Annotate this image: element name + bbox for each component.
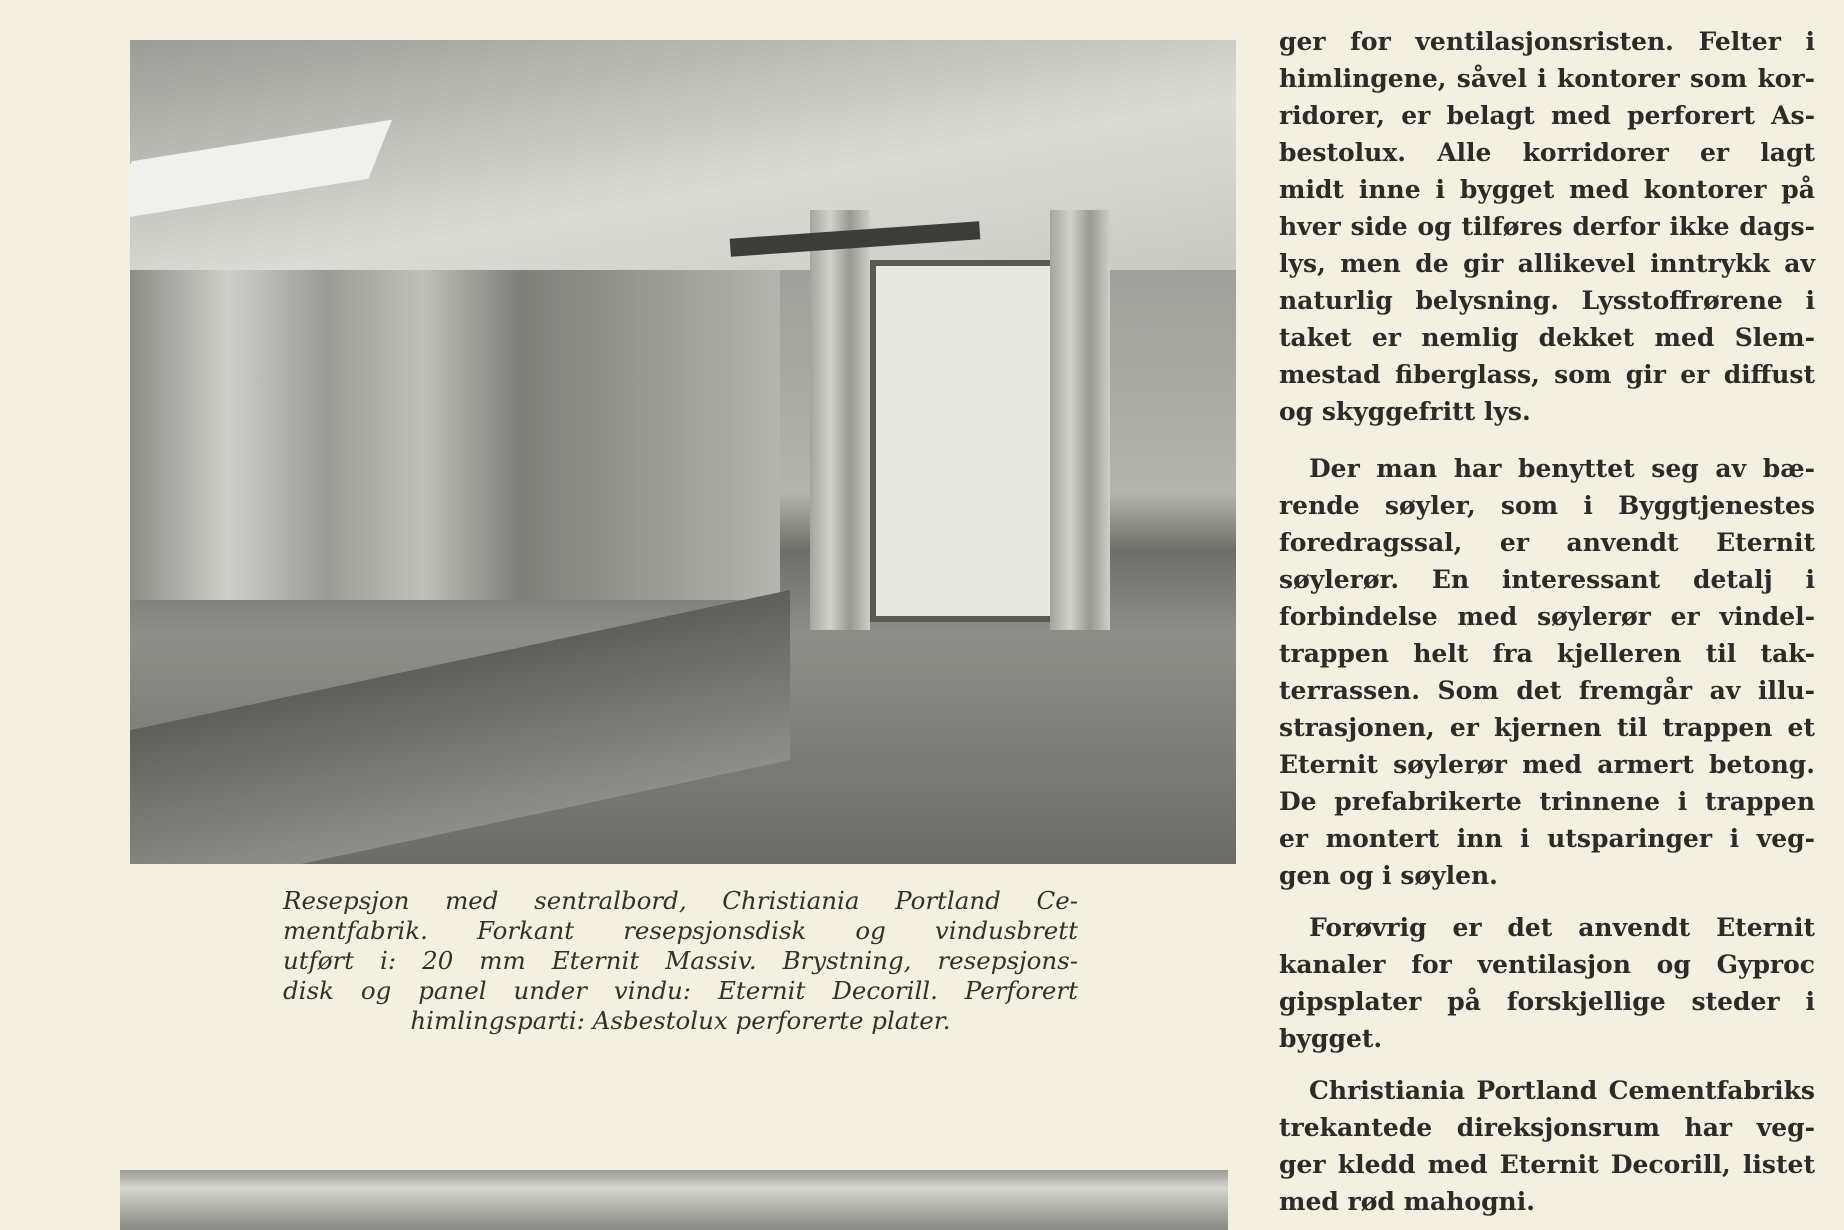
text-line: ridorer, er belagt med perforert As- — [1279, 101, 1815, 130]
text-line: strasjonen, er kjernen til trappen et — [1279, 713, 1815, 742]
text-line: rende søyler, som i Byggtjenestes — [1279, 491, 1815, 520]
reception-photo — [130, 40, 1236, 864]
text-line: naturlig belysning. Lysstoffrørene i — [1279, 286, 1815, 315]
text-line: er montert inn i utsparinger i veg- — [1279, 824, 1815, 853]
text-line: gipsplater på forskjellige steder i — [1279, 987, 1815, 1016]
paragraph-columns — [1279, 450, 1815, 894]
photo-caption — [283, 886, 1078, 1036]
photo-glass-wall — [130, 270, 780, 600]
photo-curtain — [1050, 210, 1110, 630]
caption-line: himlingsparti: Asbestolux perforerte plater. — [410, 1006, 951, 1035]
paragraph-ventilation — [1279, 909, 1815, 1057]
text-line: forbindelse med søylerør er vindel- — [1279, 602, 1815, 631]
caption-line: Resepsjon med sentralbord, Christiania Portland Ce- — [283, 886, 1078, 915]
text-line: Eternit søylerør med armert betong. — [1279, 750, 1815, 779]
text-line: ger for ventilasjonsristen. Felter i — [1279, 27, 1815, 56]
text-line: bestolux. Alle korridorer er lagt — [1279, 138, 1815, 167]
text-line: Christiania Portland Cementfabriks — [1309, 1076, 1815, 1105]
text-line: foredragssal, er anvendt Eternit — [1279, 528, 1815, 557]
text-line: trappen helt fra kjelleren til tak- — [1279, 639, 1815, 668]
text-line: taket er nemlig dekket med Slem- — [1279, 323, 1815, 352]
text-line: terrassen. Som det fremgår av illu- — [1279, 676, 1815, 705]
text-line: lys, men de gir allikevel inntrykk av — [1279, 249, 1815, 278]
paragraph-ceilings — [1279, 23, 1815, 430]
paragraph-director-room — [1279, 1072, 1815, 1220]
text-line: gen og i søylen. — [1279, 861, 1498, 890]
text-line: mestad fiberglass, som gir er diffust — [1279, 360, 1815, 389]
caption-line: utført i: 20 mm Eternit Massiv. Brystning, resepsjons- — [283, 946, 1078, 975]
text-line: ger kledd med Eternit Decorill, listet — [1279, 1150, 1815, 1179]
caption-line: disk og panel under vindu: Eternit Decorill. Perforert — [283, 976, 1078, 1005]
text-line: søylerør. En interessant detalj i — [1279, 565, 1815, 594]
photo-curtain — [810, 210, 870, 630]
text-line: Der man har benyttet seg av bæ- — [1309, 454, 1815, 483]
text-line: Forøvrig er det anvendt Eternit — [1309, 913, 1815, 942]
text-line: trekantede direksjonsrum har veg- — [1279, 1113, 1815, 1142]
text-line: bygget. — [1279, 1024, 1383, 1053]
text-line: himlingene, såvel i kontorer som kor- — [1279, 64, 1815, 93]
caption-line: mentfabrik. Forkant resepsjonsdisk og vindusbrett — [283, 916, 1078, 945]
text-line: midt inne i bygget med kontorer på — [1279, 175, 1815, 204]
second-photo — [120, 1170, 1228, 1230]
text-line: med rød mahogni. — [1279, 1187, 1535, 1216]
text-line: De prefabrikerte trinnene i trappen — [1279, 787, 1815, 816]
text-line: og skyggefritt lys. — [1279, 397, 1531, 426]
text-line: hver side og tilføres derfor ikke dags- — [1279, 212, 1815, 241]
text-line: kanaler for ventilasjon og Gyproc — [1279, 950, 1815, 979]
